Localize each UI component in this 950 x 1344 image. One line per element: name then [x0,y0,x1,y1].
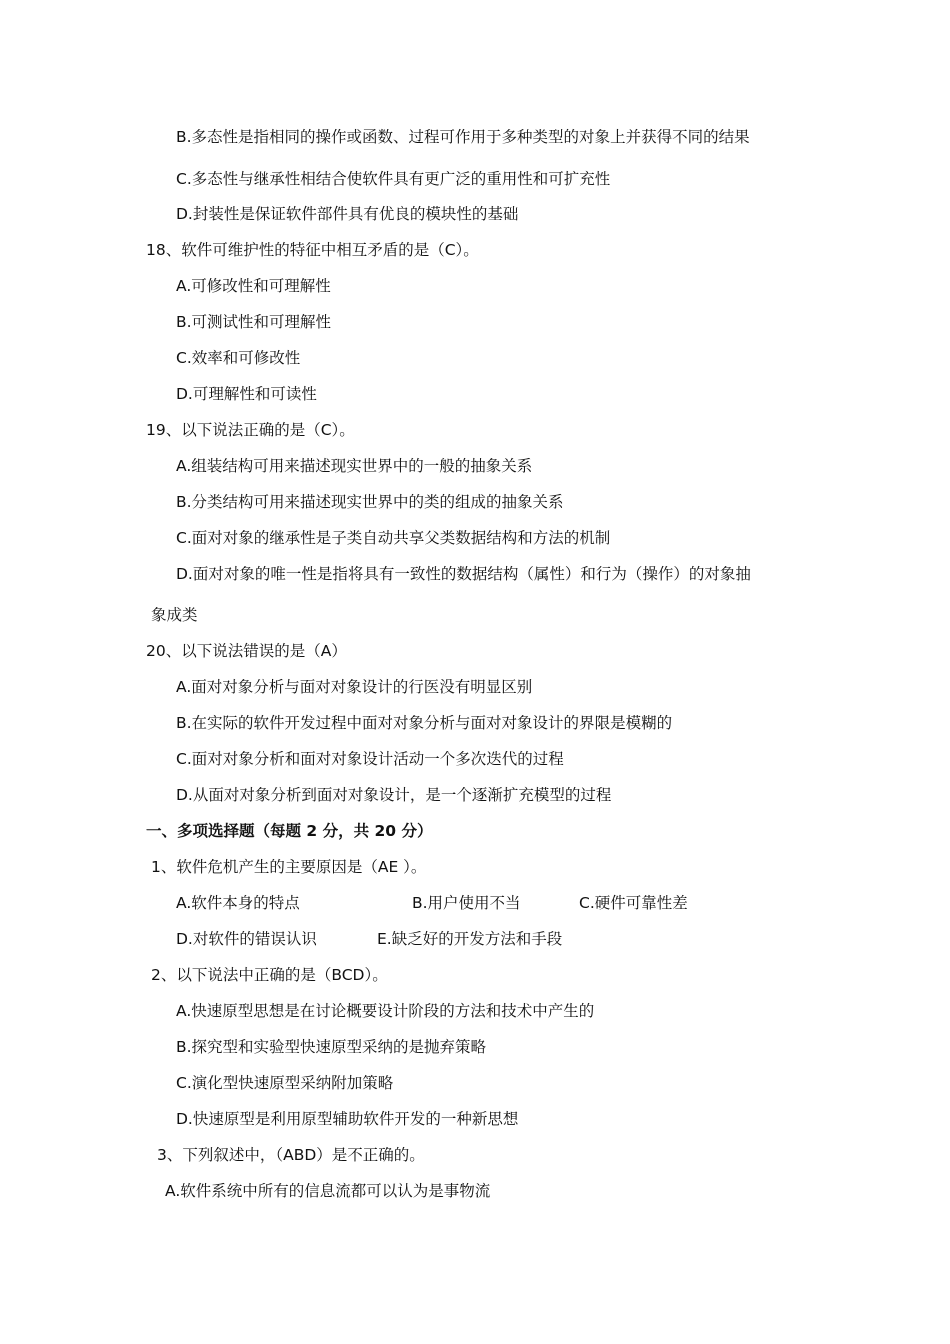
q18-stem: 18、软件可维护性的特征中相互矛盾的是（C）。 [146,241,479,259]
q17-option-d: D.封装性是保证软件部件具有优良的模块性的基础 [176,205,519,223]
m2-option-d: D.快速原型是利用原型辅助软件开发的一种新思想 [176,1110,519,1128]
m2-stem: 2、以下说法中正确的是（BCD）。 [151,966,388,984]
q20-option-d: D.从面对对象分析到面对对象设计，是一个逐渐扩充模型的过程 [176,786,612,804]
section-heading: 一、多项选择题（每题 2 分，共 20 分） [146,822,433,840]
m1-stem: 1、软件危机产生的主要原因是（AE ）。 [151,858,427,876]
q20-stem: 20、以下说法错误的是（A） [146,642,347,660]
m1-option-d: D.对软件的错误认识 [176,930,317,948]
m1-option-e: E.缺乏好的开发方法和手段 [377,930,563,948]
m1-option-a: A.软件本身的特点 [176,894,300,912]
m1-options-row-1 [0,892,950,914]
m3-stem: 3、下列叙述中，（ABD）是不正确的。 [157,1146,425,1164]
q19-option-c: C.面对对象的继承性是子类自动共享父类数据结构和方法的机制 [176,529,611,547]
q19-option-d: D.面对对象的唯一性是指将具有一致性的数据结构（属性）和行为（操作）的对象抽 [176,565,751,583]
m3-option-a: A.软件系统中所有的信息流都可以认为是事物流 [165,1182,491,1200]
q19-option-d-continuation: 象成类 [151,606,198,624]
m1-option-c: C.硬件可靠性差 [579,894,688,912]
m1-option-b: B.用户使用不当 [412,894,521,912]
q19-option-b: B.分类结构可用来描述现实世界中的类的组成的抽象关系 [176,493,564,511]
q19-stem: 19、以下说法正确的是（C）。 [146,421,355,439]
q20-option-a: A.面对对象分析与面对对象设计的行医没有明显区别 [176,678,533,696]
m2-option-b: B.探究型和实验型快速原型采纳的是抛弃策略 [176,1038,487,1056]
q18-option-a: A.可修改性和可理解性 [176,277,331,295]
q20-option-b: B.在实际的软件开发过程中面对对象分析与面对对象设计的界限是模糊的 [176,714,673,732]
q17-option-c: C.多态性与继承性相结合使软件具有更广泛的重用性和可扩充性 [176,170,611,188]
m2-option-c: C.演化型快速原型采纳附加策略 [176,1074,394,1092]
m1-options-row-2 [0,928,950,950]
q18-option-d: D.可理解性和可读性 [176,385,317,403]
q19-option-a: A.组装结构可用来描述现实世界中的一般的抽象关系 [176,457,533,475]
q20-option-c: C.面对对象分析和面对对象设计活动一个多次迭代的过程 [176,750,564,768]
q18-option-b: B.可测试性和可理解性 [176,313,332,331]
q18-option-c: C.效率和可修改性 [176,349,301,367]
m2-option-a: A.快速原型思想是在讨论概要设计阶段的方法和技术中产生的 [176,1002,595,1020]
q17-option-b: B.多态性是指相同的操作或函数、过程可作用于多种类型的对象上并获得不同的结果 [176,128,750,146]
